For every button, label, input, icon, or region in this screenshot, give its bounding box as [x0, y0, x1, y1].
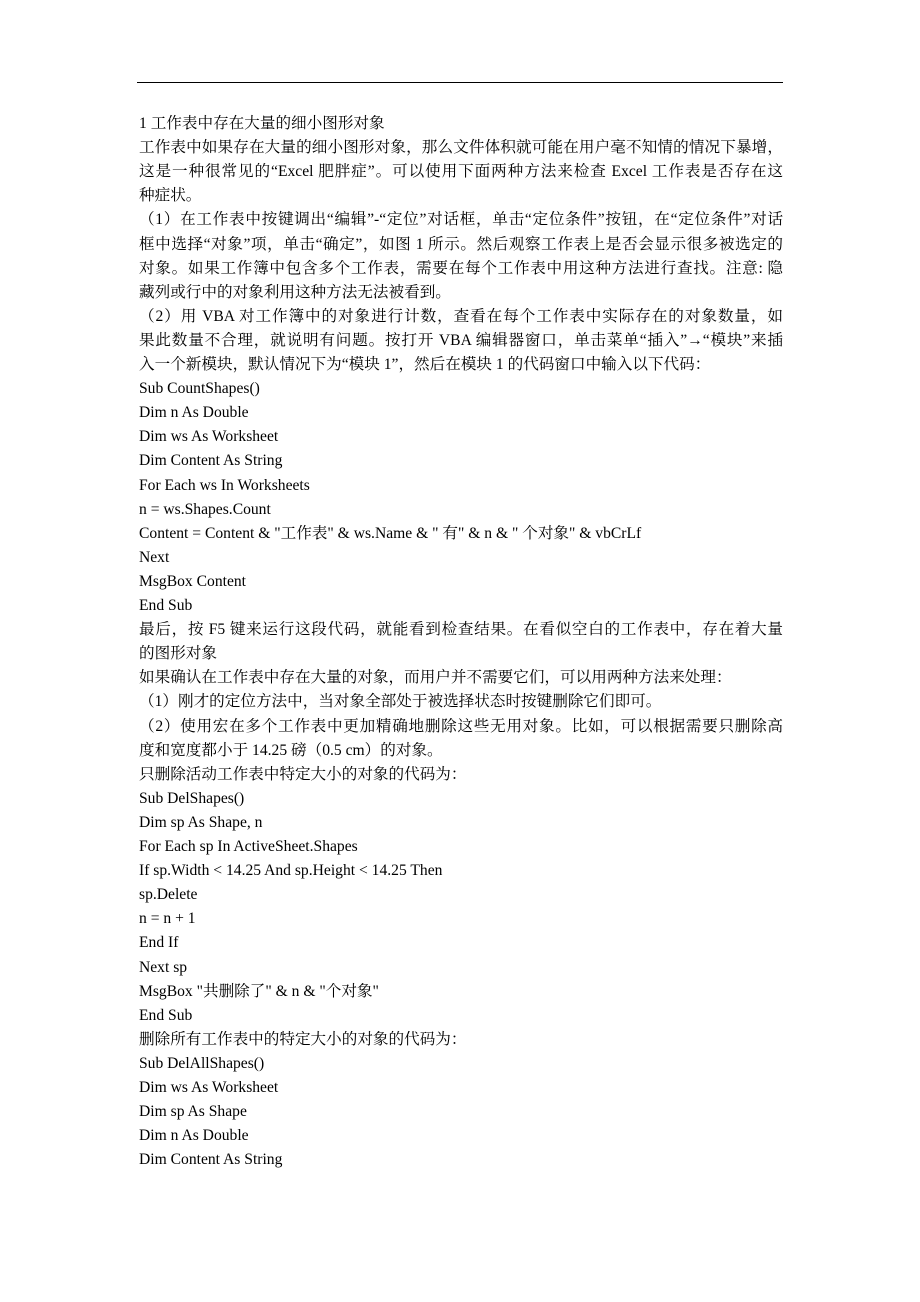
- text-line: n = n + 1: [139, 910, 196, 928]
- text-line: 如果确认在工作表中存在大量的对象，而用户并不需要它们，可以用两种方法来处理：: [139, 669, 732, 687]
- header-rule: [137, 82, 783, 83]
- text-line: Dim Content As String: [139, 452, 283, 470]
- text-line: 框中选择“对象”项，单击“确定”，如图 1 所示。然后观察工作表上是否会显示很多被选定的: [139, 235, 783, 253]
- text-line: 工作表中如果存在大量的细小图形对象，那么文件体积就可能在用户毫不知情的情况下暴增，: [139, 139, 783, 157]
- text-line: 删除所有工作表中的特定大小的对象的代码为：: [139, 1030, 467, 1048]
- text-line: sp.Delete: [139, 886, 198, 904]
- text-line: End Sub: [139, 597, 193, 614]
- text-line: Next: [139, 548, 170, 566]
- text-line: Dim n As Double: [139, 404, 249, 422]
- text-line: （1）刚才的定位方法中，当对象全部处于被选择状态时按键删除它们即可。: [139, 693, 662, 711]
- text-line: 果此数量不合理，就说明有问题。按打开 VBA 编辑器窗口，单击菜单“插入”→“模块”来插: [139, 331, 783, 349]
- text-line: Dim ws As Worksheet: [139, 1079, 279, 1096]
- text-line: MsgBox "共删除了" & n & "个对象": [139, 982, 379, 1000]
- text-line: Content = Content & "工作表" & ws.Name & " 有" & n & " 个对象" & vbCrLf: [139, 524, 642, 542]
- text-line: （1）在工作表中按键调出“编辑”-“定位”对话框，单击“定位条件”按钮，在“定位条件”对话: [139, 211, 783, 229]
- text-line: Dim sp As Shape, n: [139, 813, 263, 831]
- text-line: 只删除活动工作表中特定大小的对象的代码为：: [139, 765, 467, 783]
- text-line: 这是一种很常见的“Excel 肥胖症”。可以使用下面两种方法来检查 Excel 工作表是否存在这: [139, 163, 783, 181]
- text-line: Sub CountShapes(): [139, 380, 260, 398]
- text-line: n = ws.Shapes.Count: [139, 500, 271, 518]
- text-line: MsgBox Content: [139, 572, 247, 590]
- text-line: Sub DelShapes(): [139, 789, 245, 807]
- text-line: 度和宽度都小于 14.25 磅（0.5 cm）的对象。: [139, 741, 443, 759]
- text-line: 藏列或行中的对象利用这种方法无法被看到。: [139, 283, 451, 301]
- text-line: For Each ws In Worksheets: [139, 476, 310, 494]
- text-line: 最后，按 F5 键来运行这段代码，就能看到检查结果。在看似空白的工作表中，存在着大量: [139, 621, 783, 639]
- text-line: Sub DelAllShapes(): [139, 1054, 265, 1072]
- text-line: For Each sp In ActiveSheet.Shapes: [139, 838, 358, 855]
- text-line: Dim n As Double: [139, 1127, 249, 1145]
- text-line: 入一个新模块，默认情况下为“模块 1”，然后在模块 1 的代码窗口中输入以下代码：: [139, 356, 711, 373]
- text-line: 1 工作表中存在大量的细小图形对象: [139, 115, 385, 132]
- text-line: （2）用 VBA 对工作簿中的对象进行计数，查看在每个工作表中实际存在的对象数量，如: [139, 307, 783, 325]
- text-line: Dim ws As Worksheet: [139, 428, 279, 446]
- text-line: Next sp: [139, 958, 188, 976]
- text-line: End Sub: [139, 1006, 193, 1024]
- text-line: If sp.Width < 14.25 And sp.Height < 14.25 Then: [139, 862, 443, 880]
- text-line: Dim sp As Shape: [139, 1103, 247, 1121]
- text-line: End If: [139, 934, 179, 952]
- text-line: Dim Content As String: [139, 1151, 283, 1169]
- text-line: 的图形对象: [139, 645, 217, 663]
- text-line: 种症状。: [139, 187, 202, 205]
- text-line: 对象。如果工作簿中包含多个工作表，需要在每个工作表中用这种方法进行查找。注意: 隐: [139, 259, 783, 277]
- text-line: （2）使用宏在多个工作表中更加精确地删除这些无用对象。比如，可以根据需要只删除高: [139, 717, 783, 735]
